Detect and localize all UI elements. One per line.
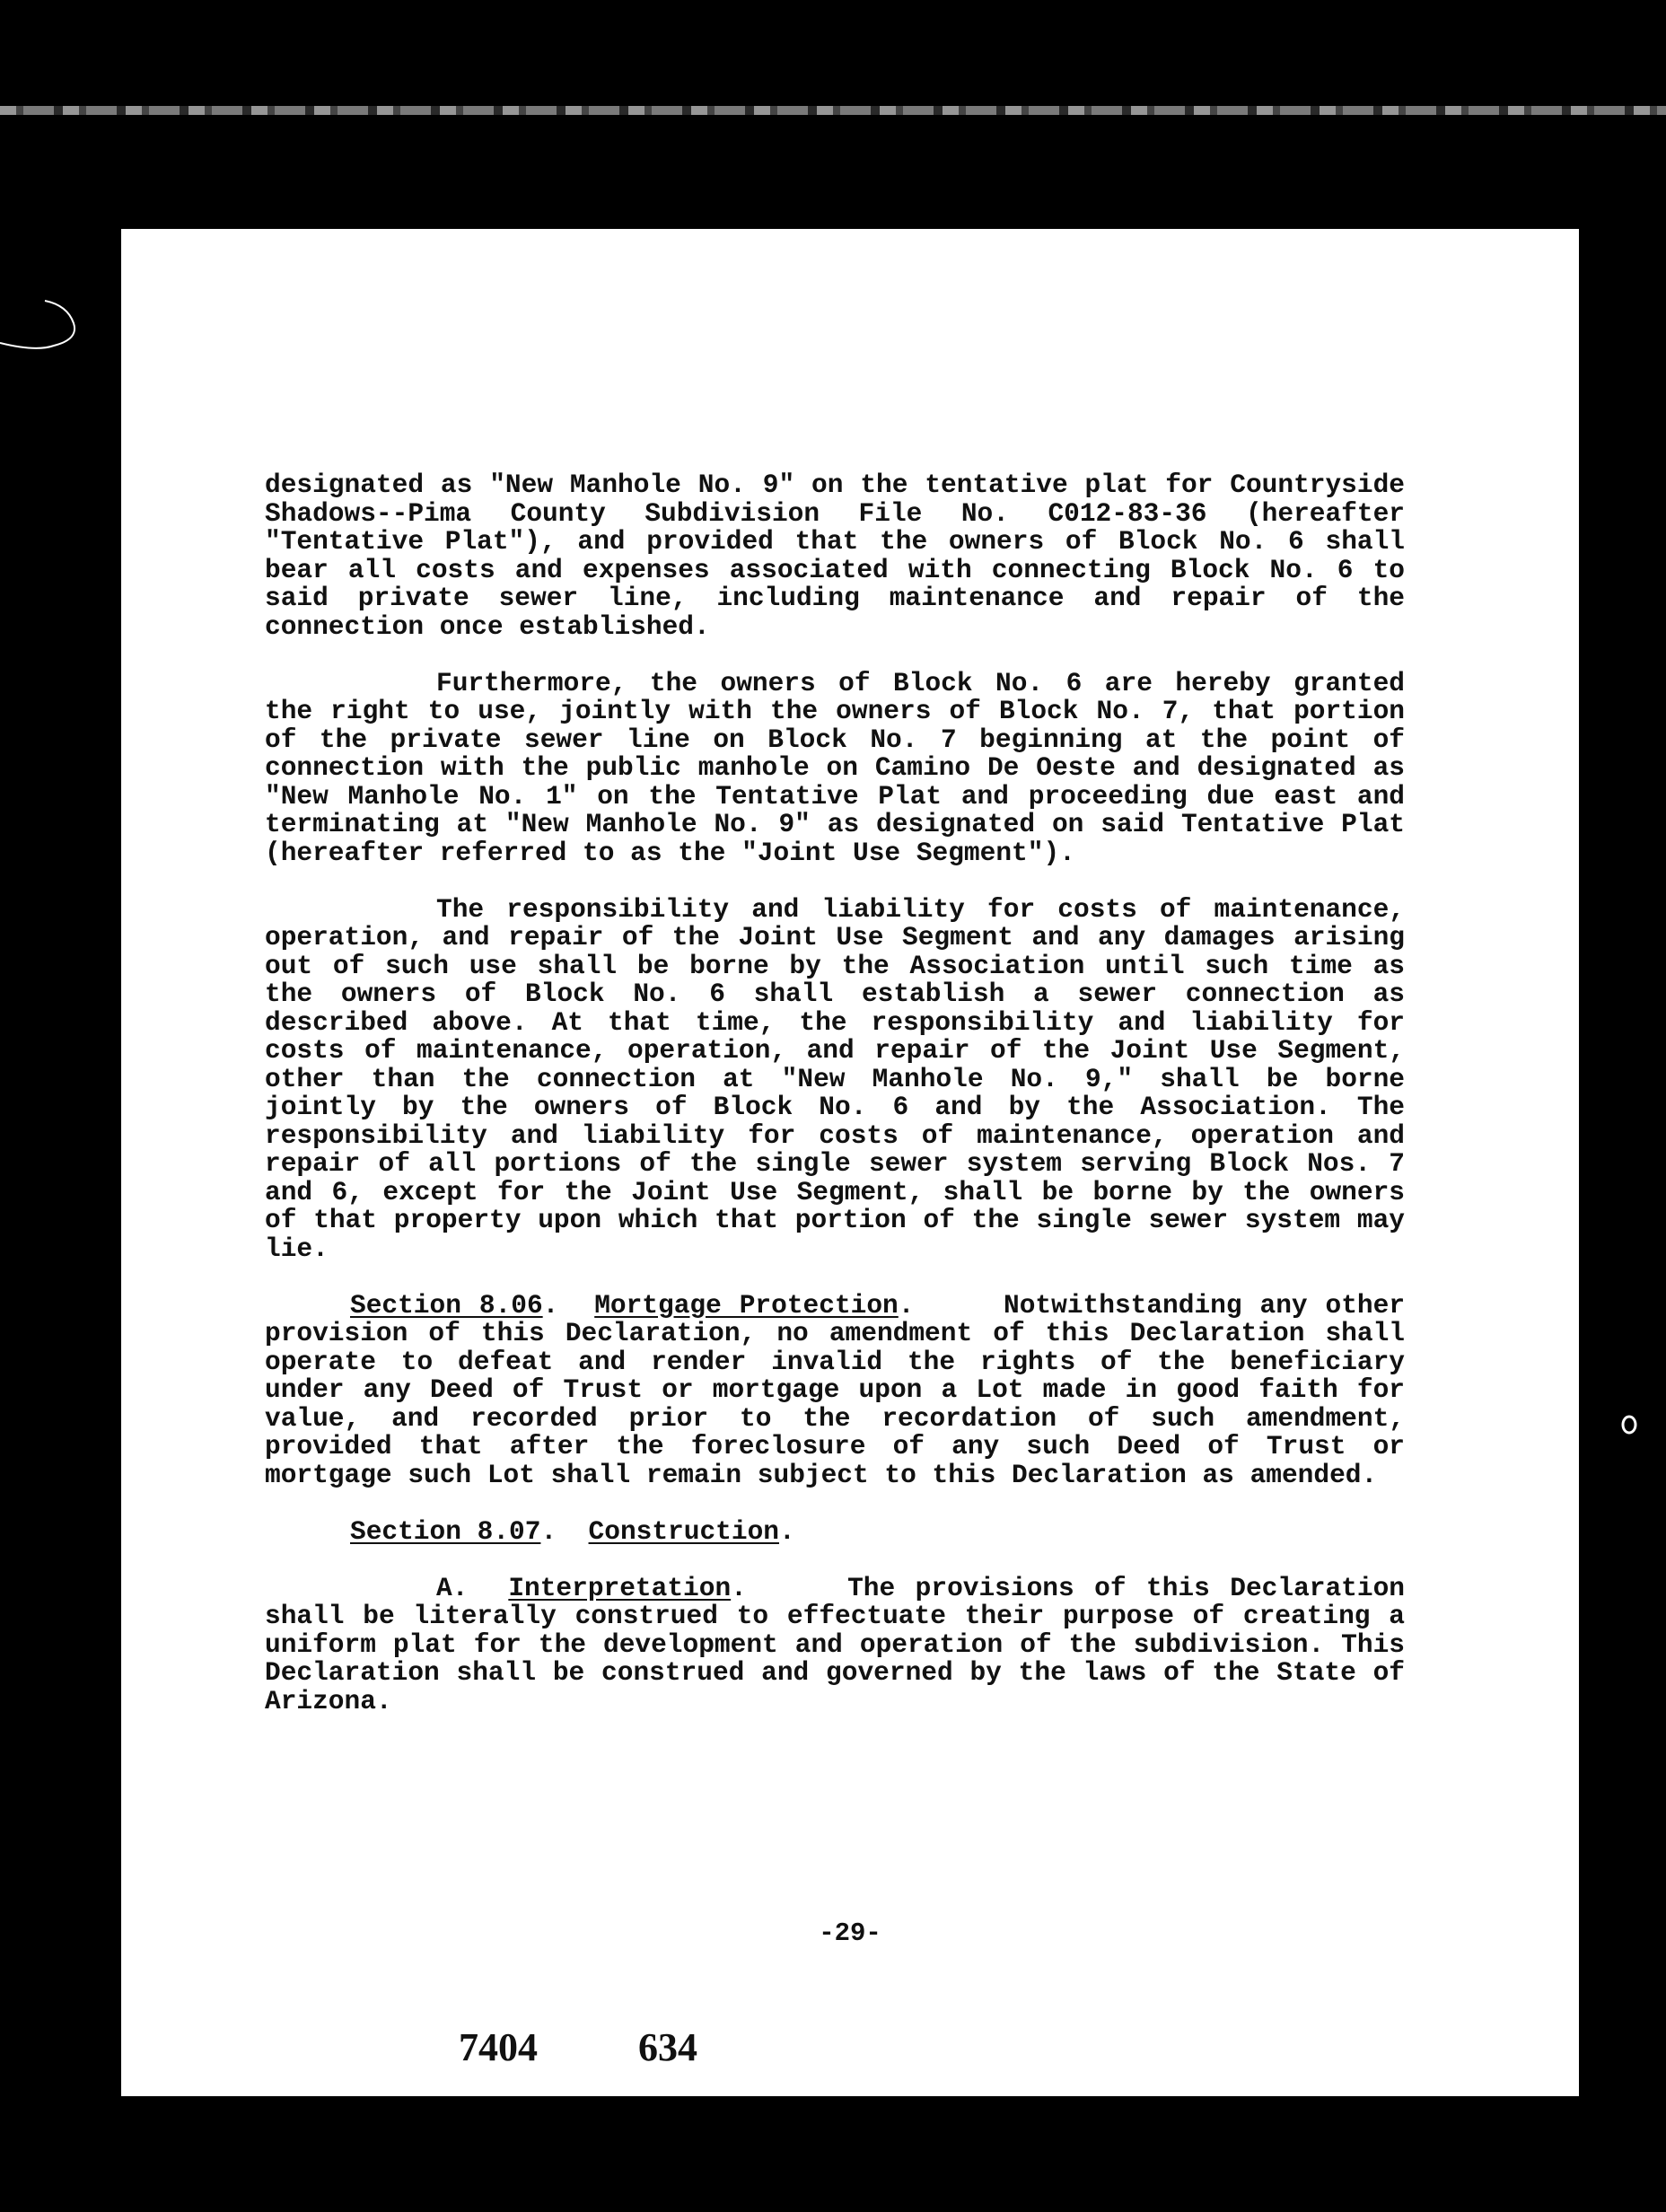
document-body	[265, 471, 1405, 1744]
recording-stamp-page: 634	[638, 2025, 697, 2069]
subsection-a-text: The provisions of this Declaration shall be literally construed to effectuate their purpose of creating a uniform plat for the development and operation of the subdivision. This Declaration shall be construed and governed by the laws of the State of Arizona.	[265, 1572, 1405, 1716]
section-8-07: Section 8.07. Construction.	[350, 1515, 795, 1547]
recording-stamp-book: 7404	[459, 2025, 538, 2069]
section-8-07-number: Section 8.07	[350, 1515, 541, 1547]
scan-border-streak	[0, 106, 1666, 115]
section-8-06: Section 8.06. Mortgage Protection. Notwithstanding any other provision of this Declaration, no amendment of this Declaration shall operate to defeat and render invalid the rights of the beneficiary under any Deed of Trust or mortgage upon a Lot made in good faith for value, and recorded prior to the recordation of such amendment, provided that after the foreclosure of any such Deed of Trust or mortgage such Lot shall remain subject to this Declaration as amended.	[265, 1289, 1406, 1490]
paragraph-continuation: designated as "New Manhole No. 9" on the tentative plat for Countryside Shadows--Pima County Subdivision File No. C012-83-36 (hereafter "Tentative Plat"), and provided that the owners of Block No. 6 shall bear all costs and expenses associated with connecting Block No. 6 to said private sewer line, including maintenance and repair of the connection once established.	[265, 470, 1405, 642]
section-8-06-title: Mortgage Protection	[594, 1289, 899, 1321]
section-8-07-title: Construction	[588, 1515, 779, 1547]
page-number: -29-	[819, 1918, 881, 1948]
subsection-a-label: A.	[436, 1572, 469, 1603]
document-page	[121, 229, 1579, 2096]
scan-artifact-mark	[0, 296, 90, 359]
subsection-a-interpretation: A. Interpretation. The provisions of this Declaration shall be literally construed to effectuate their purpose of creating a uniform plat for the development and operation of the subdivision. This Declaration shall be construed and governed by the laws of the State of Arizona.	[265, 1572, 1405, 1716]
section-8-06-text: Notwithstanding any other provision of this Declaration, no amendment of this Declaration shall operate to defeat and render invalid the rights of the beneficiary under any Deed of Trust or mortgage upon a Lot made in good faith for value, and recorded prior to the recordation of such amendment, provided that after the foreclosure of any such Deed of Trust or mortgage such Lot shall remain subject to this Declaration as amended.	[265, 1289, 1406, 1490]
section-8-06-number: Section 8.06	[350, 1289, 543, 1321]
subsection-a-title: Interpretation	[508, 1572, 732, 1603]
paragraph-responsibility: The responsibility and liability for costs of maintenance, operation, and repair of the Joint Use Segment and any damages arising out of such use shall be borne by the Association until such time as the owners of Block No. 6 shall establish a sewer connection as described above. At that time, the responsibility and liability for costs of maintenance, operation, and repair of the Joint Use Segment, other than the connection at "New Manhole No. 9," shall be borne jointly by the owners of Block No. 6 and by the Association. The responsibility and liability for costs of maintenance, operation and repair of all portions of the single sewer system serving Block Nos. 7 and 6, except for the Joint Use Segment, shall be borne by the owners of that property upon which that portion of the single sewer system may lie.	[265, 893, 1405, 1264]
paragraph-furthermore: Furthermore, the owners of Block No. 6 are hereby granted the right to use, jointly with the owners of Block No. 7, that portion of the private sewer line on Block No. 7 beginning at the point of connection with the public manhole on Camino De Oeste and designated as "New Manhole No. 1" on the Tentative Plat and proceeding due east and terminating at "New Manhole No. 9" as designated on said Tentative Plat (hereafter referred to as the "Joint Use Segment").	[265, 667, 1405, 868]
scan-artifact-dot	[1619, 1413, 1639, 1436]
